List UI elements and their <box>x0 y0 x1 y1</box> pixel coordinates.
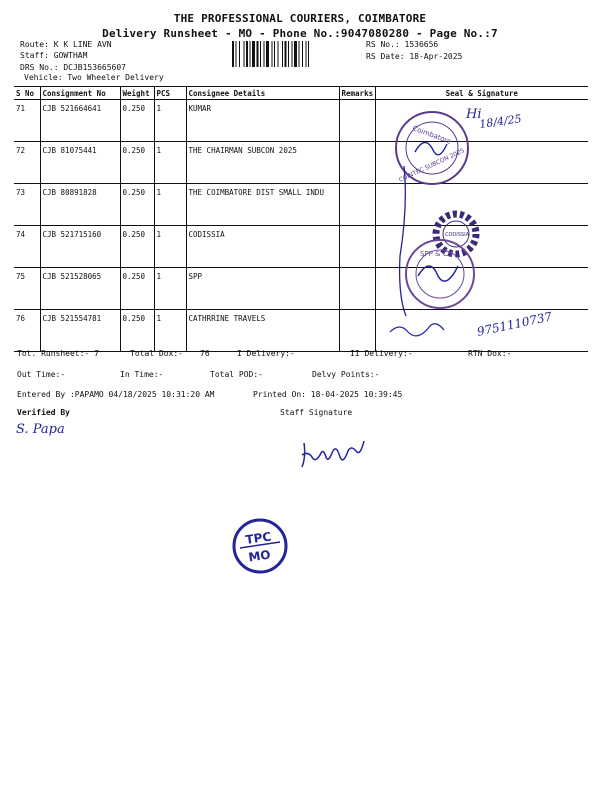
cell-weight: 0.250 <box>120 184 154 226</box>
seal-text: Coimbatore <box>411 124 453 146</box>
cell-sno: 72 <box>14 142 40 184</box>
cell-consignment: CJB 81075441 <box>40 142 120 184</box>
seals-overlay <box>370 96 600 351</box>
col-weight: Weight <box>120 87 154 100</box>
cell-consignee: THE COIMBATORE DIST SMALL INDU <box>186 184 339 226</box>
barcode <box>232 41 350 67</box>
printed-on: Printed On: 18-04-2025 10:39:45 <box>253 390 403 399</box>
cell-consignment: CJB 521528065 <box>40 268 120 310</box>
col-pcs: PCS <box>154 87 186 100</box>
i-delivery-label: I Delivery:- <box>237 349 295 358</box>
rs-number: RS No.: 1536656 <box>366 40 439 49</box>
cell-sno: 73 <box>14 184 40 226</box>
cell-consignee: THE CHAIRMAN SUBCON 2025 <box>186 142 339 184</box>
cell-weight: 0.250 <box>120 226 154 268</box>
initial-handwriting: Hi <box>466 107 482 122</box>
cell-consignee: SPP <box>186 268 339 310</box>
company-title: THE PROFESSIONAL COURIERS, COIMBATORE <box>173 12 427 25</box>
phone-handwriting: 9751110737 <box>475 309 554 339</box>
ii-delivery-label: II Delivery:- <box>350 349 413 358</box>
vehicle-label: Vehicle: Two Wheeler Delivery <box>24 73 164 82</box>
cell-pcs: 1 <box>154 268 186 310</box>
cell-sno: 71 <box>14 100 40 142</box>
cell-pcs: 1 <box>154 226 186 268</box>
rs-date: RS Date: 18-Apr-2025 <box>366 52 463 61</box>
verifier-handwriting: S. Papa <box>16 422 65 437</box>
cell-weight: 0.250 <box>120 100 154 142</box>
col-consignment: Consignment No <box>40 87 120 100</box>
seal-text: CODISSIA <box>445 232 469 238</box>
cell-consignee: CODISSIA <box>186 226 339 268</box>
total-pod-label: Total POD:- <box>210 370 263 379</box>
cell-pcs: 1 <box>154 142 186 184</box>
cell-sno: 75 <box>14 268 40 310</box>
delvy-points-label: Delvy Points:- <box>312 370 380 379</box>
total-dox-label: Total Dox:- <box>130 349 183 358</box>
cell-sno: 76 <box>14 310 40 352</box>
stamp-top-text: TPC <box>244 529 273 547</box>
codissia-gear-seal <box>436 214 476 254</box>
rtn-dox-label: RTN Dox:- <box>468 349 512 358</box>
out-time-label: Out Time:- <box>17 370 66 379</box>
cell-consignment: CJB 80891828 <box>40 184 120 226</box>
col-consignee: Consignee Details <box>186 87 339 100</box>
cell-pcs: 1 <box>154 184 186 226</box>
staff-label: Staff: GOWTHAM <box>20 51 88 60</box>
seal-text: SPP & Co <box>420 250 452 258</box>
stamp-bottom-text: MO <box>247 547 272 565</box>
drs-number: DRS No.: DCJB153665607 <box>20 63 126 72</box>
runsheet-title: Delivery Runsheet - MO - Phone No.:9047080280 - Page No.:7 <box>102 27 498 40</box>
staff-signature-label: Staff Signature <box>280 408 353 417</box>
seal-text: COINTEC SUBCON 2025 <box>397 147 466 184</box>
total-dox-value: 76 <box>200 349 210 358</box>
staff-signature <box>298 437 378 471</box>
col-remarks: Remarks <box>339 87 375 100</box>
coimbatore-seal <box>396 112 468 184</box>
cell-sno: 74 <box>14 226 40 268</box>
cell-weight: 0.250 <box>120 142 154 184</box>
in-time-label: In Time:- <box>120 370 164 379</box>
cell-consignment: CJB 521715160 <box>40 226 120 268</box>
date-handwriting: 18/4/25 <box>478 112 523 131</box>
entered-by: Entered By :PAPAMO 04/18/2025 10:31:20 AM <box>17 390 215 399</box>
col-sno: S No <box>14 87 40 100</box>
cell-consignee: CATHRRINE TRAVELS <box>186 310 339 352</box>
tpc-mo-stamp <box>232 518 288 574</box>
col-seal: Seal & Signature <box>375 87 588 100</box>
route-label: Route: K K LINE AVN <box>20 40 112 49</box>
total-runsheet: Tot. Runsheet:- 7 <box>17 349 99 358</box>
cell-pcs: 1 <box>154 310 186 352</box>
cell-consignment: CJB 521664641 <box>40 100 120 142</box>
cell-weight: 0.250 <box>120 268 154 310</box>
cell-consignment: CJB 521554781 <box>40 310 120 352</box>
cell-consignee: KUMAR <box>186 100 339 142</box>
spp-seal <box>406 240 474 308</box>
verified-by-label: Verified By <box>17 408 70 417</box>
cell-pcs: 1 <box>154 100 186 142</box>
cell-weight: 0.250 <box>120 310 154 352</box>
